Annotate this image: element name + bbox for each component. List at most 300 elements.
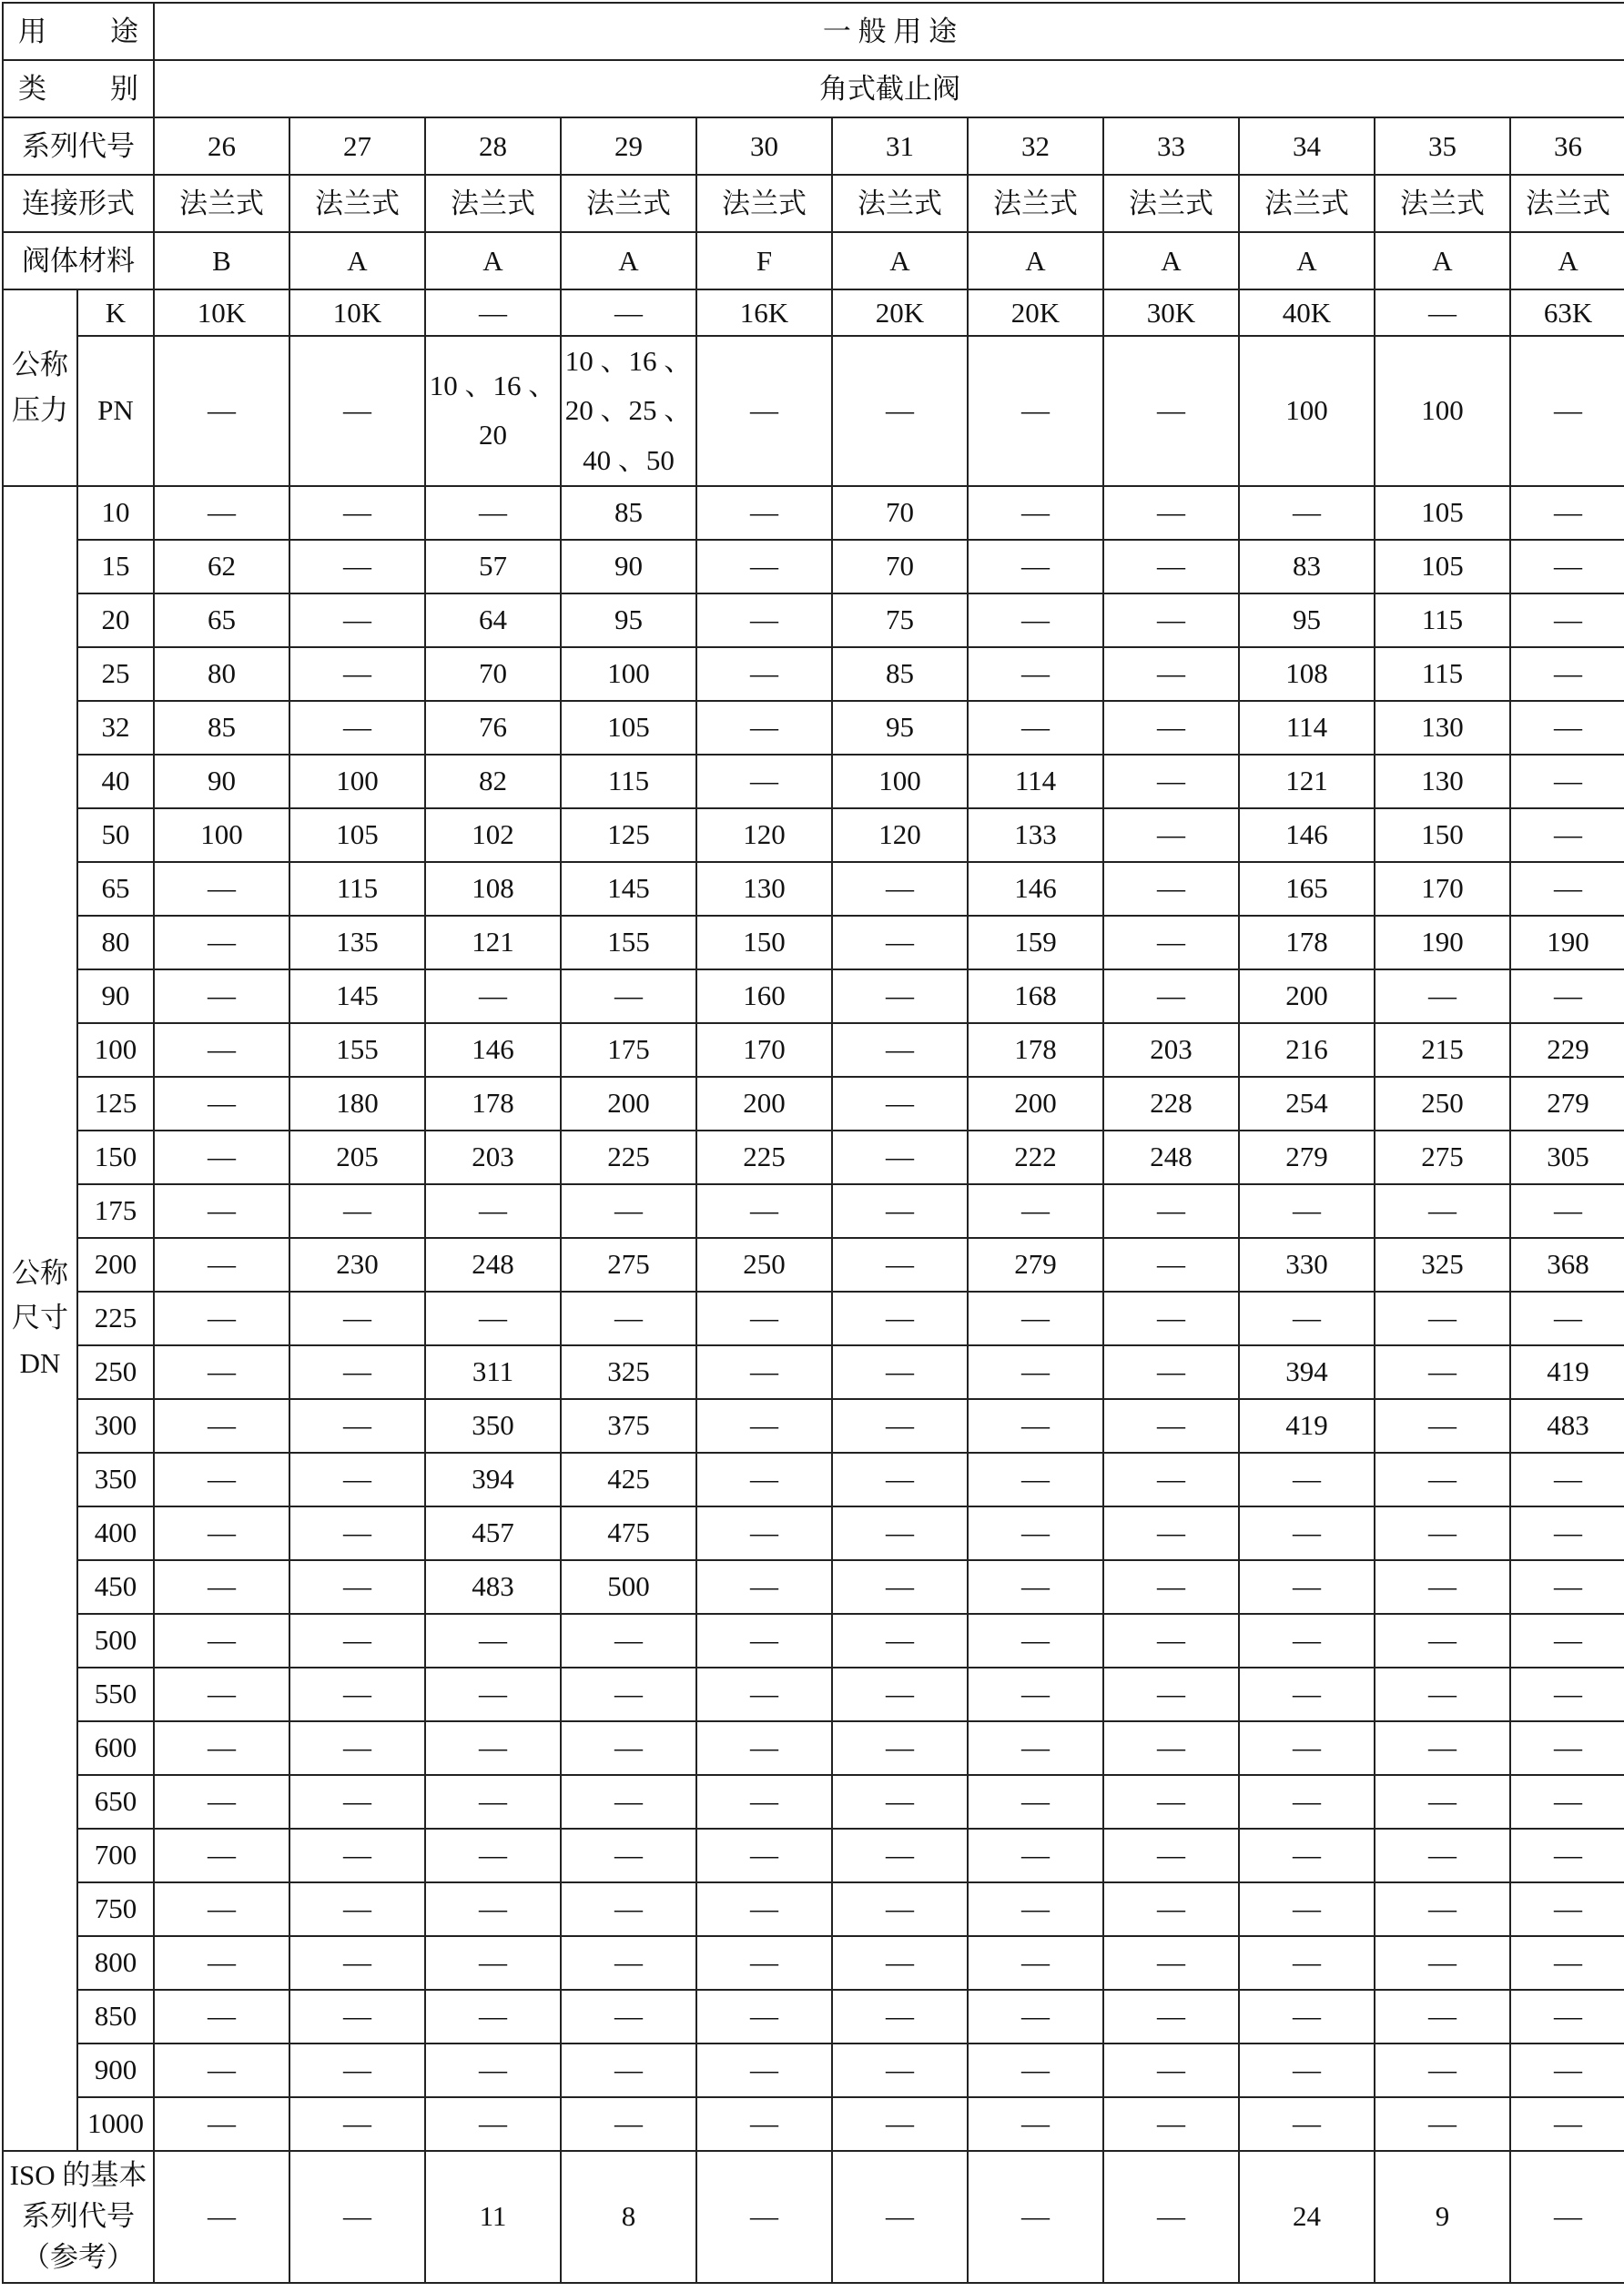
size-value-cell: — <box>696 1453 832 1506</box>
size-value-cell: — <box>154 1184 289 1238</box>
size-value-cell: — <box>289 540 425 593</box>
size-value-cell: 85 <box>154 701 289 755</box>
dn-cell: 350 <box>77 1453 154 1506</box>
size-value-cell: — <box>154 1668 289 1721</box>
size-value-cell: — <box>1375 1721 1510 1775</box>
size-value-cell: 175 <box>561 1023 696 1077</box>
size-value-cell: 80 <box>154 647 289 701</box>
size-value-cell: — <box>696 2097 832 2151</box>
size-value-cell: — <box>832 1184 968 1238</box>
size-value-cell: — <box>289 486 425 540</box>
size-value-cell: — <box>832 1399 968 1453</box>
size-value-cell: 114 <box>1239 701 1375 755</box>
size-value-cell: 75 <box>832 593 968 647</box>
pressure-pn-cell <box>561 336 696 486</box>
size-value-cell: — <box>1103 1614 1239 1668</box>
iso-series-label-line: （参考） <box>22 2240 135 2273</box>
size-value-cell: 425 <box>561 1453 696 1506</box>
size-value-cell: — <box>1375 1399 1510 1453</box>
size-value-cell: — <box>154 2044 289 2097</box>
size-value-cell: 159 <box>968 916 1103 969</box>
pressure-pn-line: 40 、50 <box>583 443 675 476</box>
size-value-cell: 115 <box>289 862 425 916</box>
size-value-cell: — <box>696 1506 832 1560</box>
size-value-cell: 275 <box>1375 1131 1510 1184</box>
size-value-cell: — <box>425 1721 561 1775</box>
size-value-cell: 203 <box>1103 1023 1239 1077</box>
size-value-cell: — <box>425 2044 561 2097</box>
pressure-pn-line: 100 <box>1421 394 1464 427</box>
size-value-cell: — <box>1103 1990 1239 2044</box>
size-value-cell: 146 <box>968 862 1103 916</box>
size-value-cell: 160 <box>696 969 832 1023</box>
size-value-cell: — <box>968 593 1103 647</box>
size-value-cell: — <box>832 1023 968 1077</box>
size-row <box>3 593 1624 647</box>
size-value-cell: — <box>289 647 425 701</box>
size-value-cell: — <box>1239 1829 1375 1882</box>
body-material-cell: A <box>289 232 425 289</box>
dn-cell: 20 <box>77 593 154 647</box>
connection-type-cell: 法兰式 <box>1103 175 1239 232</box>
size-value-cell: — <box>696 1399 832 1453</box>
size-value-cell: — <box>1103 1936 1239 1990</box>
size-value-cell: 95 <box>832 701 968 755</box>
size-value-cell: — <box>1510 969 1624 1023</box>
dn-cell: 125 <box>77 1077 154 1131</box>
size-value-cell: — <box>832 1238 968 1292</box>
series-code-cell: 32 <box>968 117 1103 175</box>
pressure-pn-line: 20 、25 、 <box>564 394 693 427</box>
size-value-cell: — <box>832 2044 968 2097</box>
size-value-cell: — <box>696 1345 832 1399</box>
dn-cell: 32 <box>77 701 154 755</box>
size-value-cell: — <box>832 1453 968 1506</box>
size-value-cell: 228 <box>1103 1077 1239 1131</box>
size-value-cell: — <box>1103 1721 1239 1775</box>
size-value-cell: — <box>832 1721 968 1775</box>
size-value-cell: — <box>968 1506 1103 1560</box>
size-value-cell: — <box>561 1882 696 1936</box>
size-value-cell: — <box>832 862 968 916</box>
size-value-cell: 70 <box>425 647 561 701</box>
body-material-cell: A <box>1239 232 1375 289</box>
size-value-cell: 146 <box>425 1023 561 1077</box>
size-value-cell: — <box>154 1506 289 1560</box>
size-value-cell: — <box>1375 1775 1510 1829</box>
size-value-cell: — <box>1103 1775 1239 1829</box>
size-value-cell: — <box>1510 862 1624 916</box>
usage-value: 一 般 用 途 <box>154 3 1624 60</box>
size-row <box>3 1990 1624 2044</box>
size-value-cell: 180 <box>289 1077 425 1131</box>
size-value-cell: 165 <box>1239 862 1375 916</box>
series-code-label: 系列代号 <box>3 117 154 175</box>
size-row <box>3 1882 1624 1936</box>
iso-series-cell: — <box>289 2151 425 2283</box>
dn-cell: 10 <box>77 486 154 540</box>
size-row <box>3 1453 1624 1506</box>
size-value-cell: — <box>1239 1721 1375 1775</box>
size-value-cell: — <box>1239 1184 1375 1238</box>
size-value-cell: — <box>1103 1238 1239 1292</box>
dn-cell: 750 <box>77 1882 154 1936</box>
size-value-cell: 105 <box>289 808 425 862</box>
size-value-cell: — <box>154 1882 289 1936</box>
size-row <box>3 755 1624 808</box>
series-code-cell: 34 <box>1239 117 1375 175</box>
size-value-cell: — <box>154 1775 289 1829</box>
pressure-k-label: K <box>77 289 154 336</box>
dn-cell: 650 <box>77 1775 154 1829</box>
size-value-cell: 155 <box>289 1023 425 1077</box>
size-value-cell: — <box>1510 1829 1624 1882</box>
size-value-cell: 483 <box>425 1560 561 1614</box>
dn-cell: 600 <box>77 1721 154 1775</box>
size-value-cell: 105 <box>1375 540 1510 593</box>
size-value-cell: 125 <box>561 808 696 862</box>
size-value-cell: — <box>1510 1292 1624 1345</box>
size-value-cell: — <box>289 1614 425 1668</box>
size-value-cell: — <box>1510 701 1624 755</box>
pressure-pn-cell <box>696 336 832 486</box>
size-value-cell: — <box>1103 701 1239 755</box>
size-row <box>3 1345 1624 1399</box>
size-value-cell: — <box>154 1614 289 1668</box>
size-value-cell: — <box>154 969 289 1023</box>
dn-cell: 1000 <box>77 2097 154 2151</box>
size-value-cell: 90 <box>154 755 289 808</box>
iso-series-label-line: 系列代号 <box>22 2199 135 2232</box>
iso-series-cell: — <box>832 2151 968 2283</box>
size-value-cell: — <box>425 1292 561 1345</box>
nominal-size-label <box>3 486 77 2151</box>
dn-cell: 200 <box>77 1238 154 1292</box>
iso-series-cell: 8 <box>561 2151 696 2283</box>
size-value-cell: 500 <box>561 1560 696 1614</box>
size-row <box>3 1775 1624 1829</box>
size-row <box>3 1936 1624 1990</box>
size-value-cell: 394 <box>1239 1345 1375 1399</box>
size-value-cell: — <box>832 1292 968 1345</box>
size-value-cell: — <box>1375 1345 1510 1399</box>
usage-row <box>3 3 1624 60</box>
size-value-cell: 105 <box>561 701 696 755</box>
size-value-cell: — <box>425 969 561 1023</box>
size-value-cell: — <box>1103 1882 1239 1936</box>
size-row <box>3 1238 1624 1292</box>
size-value-cell: 102 <box>425 808 561 862</box>
pressure-pn-cell <box>1510 336 1624 486</box>
size-value-cell: 146 <box>1239 808 1375 862</box>
pressure-pn-cell <box>968 336 1103 486</box>
size-row <box>3 862 1624 916</box>
size-value-cell: 145 <box>561 862 696 916</box>
series-code-cell: 36 <box>1510 117 1624 175</box>
size-value-cell: — <box>832 1560 968 1614</box>
size-value-cell: — <box>832 1936 968 1990</box>
size-value-cell: 216 <box>1239 1023 1375 1077</box>
dn-cell: 50 <box>77 808 154 862</box>
size-value-cell: — <box>289 1560 425 1614</box>
size-value-cell: 64 <box>425 593 561 647</box>
size-value-cell: — <box>696 1184 832 1238</box>
size-value-cell: — <box>1239 1990 1375 2044</box>
size-value-cell: — <box>154 1238 289 1292</box>
size-value-cell: — <box>1375 1292 1510 1345</box>
series-code-cell: 31 <box>832 117 968 175</box>
size-value-cell: — <box>696 1560 832 1614</box>
pressure-pn-line: 20 <box>479 419 507 451</box>
connection-type-cell: 法兰式 <box>425 175 561 232</box>
size-value-cell: — <box>289 1936 425 1990</box>
pressure-pn-line: 10 、16 、 <box>564 345 693 377</box>
size-value-cell: — <box>154 1131 289 1184</box>
size-row <box>3 1614 1624 1668</box>
dn-cell: 65 <box>77 862 154 916</box>
size-value-cell: 200 <box>696 1077 832 1131</box>
size-value-cell: — <box>561 1614 696 1668</box>
size-row <box>3 1668 1624 1721</box>
size-value-cell: — <box>968 1292 1103 1345</box>
size-value-cell: — <box>968 1936 1103 1990</box>
body-material-cell: A <box>1510 232 1624 289</box>
dn-cell: 300 <box>77 1399 154 1453</box>
size-value-cell: — <box>1103 486 1239 540</box>
size-value-cell: 215 <box>1375 1023 1510 1077</box>
size-value-cell: — <box>696 1990 832 2044</box>
size-value-cell: — <box>1510 2044 1624 2097</box>
size-value-cell: — <box>968 1399 1103 1453</box>
size-value-cell: 168 <box>968 969 1103 1023</box>
dn-cell: 15 <box>77 540 154 593</box>
size-value-cell: 121 <box>1239 755 1375 808</box>
dn-cell: 150 <box>77 1131 154 1184</box>
size-value-cell: — <box>1375 1990 1510 2044</box>
size-value-cell: — <box>154 1829 289 1882</box>
dn-cell: 400 <box>77 1506 154 1560</box>
dn-cell: 900 <box>77 2044 154 2097</box>
body-material-cell: A <box>968 232 1103 289</box>
size-row <box>3 916 1624 969</box>
pressure-pn-line: 10 、16 、 <box>429 370 557 402</box>
size-value-cell: — <box>1239 1506 1375 1560</box>
size-value-cell: — <box>832 1668 968 1721</box>
size-value-cell: — <box>1510 755 1624 808</box>
size-value-cell: 115 <box>1375 647 1510 701</box>
size-value-cell: — <box>561 1936 696 1990</box>
size-value-cell: — <box>968 1614 1103 1668</box>
size-value-cell: 115 <box>1375 593 1510 647</box>
size-value-cell: — <box>832 1882 968 1936</box>
size-value-cell: — <box>968 1990 1103 2044</box>
size-value-cell: — <box>154 486 289 540</box>
size-value-cell: — <box>154 1453 289 1506</box>
size-value-cell: — <box>1375 1829 1510 1882</box>
size-value-cell: — <box>832 1829 968 1882</box>
size-value-cell: — <box>1103 2044 1239 2097</box>
size-value-cell: — <box>289 1399 425 1453</box>
series-code-cell: 35 <box>1375 117 1510 175</box>
size-value-cell: — <box>696 647 832 701</box>
size-row <box>3 1560 1624 1614</box>
series-code-cell: 27 <box>289 117 425 175</box>
size-row <box>3 1077 1624 1131</box>
size-value-cell: — <box>968 2097 1103 2151</box>
pressure-pn-cell <box>832 336 968 486</box>
size-value-cell: — <box>561 2044 696 2097</box>
size-value-cell: 115 <box>561 755 696 808</box>
pressure-pn-line: — <box>1021 394 1050 427</box>
size-value-cell: — <box>154 1077 289 1131</box>
size-value-cell: 130 <box>696 862 832 916</box>
size-value-cell: — <box>696 540 832 593</box>
connection-type-label: 连接形式 <box>3 175 154 232</box>
size-value-cell: — <box>289 1721 425 1775</box>
size-value-cell: — <box>1103 916 1239 969</box>
size-value-cell: — <box>1510 1721 1624 1775</box>
pressure-k-cell: — <box>1375 289 1510 336</box>
connection-type-cell: 法兰式 <box>968 175 1103 232</box>
size-value-cell: — <box>425 1990 561 2044</box>
size-value-cell: 279 <box>968 1238 1103 1292</box>
pressure-k-cell: 20K <box>968 289 1103 336</box>
size-value-cell: — <box>289 1184 425 1238</box>
size-value-cell: 83 <box>1239 540 1375 593</box>
size-value-cell: — <box>1510 647 1624 701</box>
size-value-cell: — <box>696 1614 832 1668</box>
dn-cell: 25 <box>77 647 154 701</box>
size-value-cell: — <box>154 1345 289 1399</box>
size-value-cell: — <box>968 1453 1103 1506</box>
size-value-cell: — <box>289 593 425 647</box>
size-value-cell: 170 <box>1375 862 1510 916</box>
connection-type-row <box>3 175 1624 232</box>
dn-cell: 700 <box>77 1829 154 1882</box>
dn-cell: 90 <box>77 969 154 1023</box>
body-material-label: 阀体材料 <box>3 232 154 289</box>
iso-series-label <box>3 2151 154 2283</box>
size-row <box>3 1131 1624 1184</box>
size-value-cell: — <box>1510 1453 1624 1506</box>
pressure-k-row <box>3 289 1624 336</box>
size-value-cell: — <box>1375 2097 1510 2151</box>
size-value-cell: — <box>1510 1775 1624 1829</box>
dn-cell: 80 <box>77 916 154 969</box>
size-value-cell: — <box>832 1131 968 1184</box>
size-value-cell: — <box>1239 2044 1375 2097</box>
size-row <box>3 1506 1624 1560</box>
size-value-cell: — <box>561 1292 696 1345</box>
size-row <box>3 808 1624 862</box>
size-value-cell: — <box>968 1721 1103 1775</box>
size-value-cell: — <box>696 1668 832 1721</box>
dn-cell: 100 <box>77 1023 154 1077</box>
size-value-cell: — <box>696 1775 832 1829</box>
size-value-cell: — <box>1103 540 1239 593</box>
size-row <box>3 1721 1624 1775</box>
size-value-cell: — <box>1103 755 1239 808</box>
size-row <box>3 1184 1624 1238</box>
size-value-cell: — <box>289 2044 425 2097</box>
size-row <box>3 2097 1624 2151</box>
iso-series-cell: — <box>968 2151 1103 2283</box>
size-value-cell: — <box>1103 1184 1239 1238</box>
iso-series-cell: 11 <box>425 2151 561 2283</box>
series-code-row <box>3 117 1624 175</box>
size-value-cell: — <box>1375 1560 1510 1614</box>
pressure-pn-cell <box>154 336 289 486</box>
size-value-cell: — <box>832 1077 968 1131</box>
size-value-cell: 121 <box>425 916 561 969</box>
size-value-cell: 85 <box>832 647 968 701</box>
size-value-cell: — <box>561 969 696 1023</box>
iso-series-cell: — <box>696 2151 832 2283</box>
size-value-cell: 150 <box>1375 808 1510 862</box>
size-value-cell: — <box>832 1614 968 1668</box>
connection-type-cell: 法兰式 <box>832 175 968 232</box>
iso-series-cell: — <box>1103 2151 1239 2283</box>
size-value-cell: — <box>1375 969 1510 1023</box>
pressure-pn-line: — <box>343 394 371 427</box>
body-material-cell: A <box>1375 232 1510 289</box>
size-value-cell: — <box>696 1721 832 1775</box>
size-value-cell: — <box>1103 1399 1239 1453</box>
size-value-cell: — <box>154 1023 289 1077</box>
connection-type-cell: 法兰式 <box>1375 175 1510 232</box>
size-row <box>3 540 1624 593</box>
size-value-cell: 108 <box>425 862 561 916</box>
size-value-cell: 190 <box>1510 916 1624 969</box>
series-code-cell: 33 <box>1103 117 1239 175</box>
dn-cell: 225 <box>77 1292 154 1345</box>
size-value-cell: — <box>154 1936 289 1990</box>
size-value-cell: 100 <box>154 808 289 862</box>
size-value-cell: — <box>1103 1829 1239 1882</box>
size-value-cell: 130 <box>1375 701 1510 755</box>
iso-series-cell: 9 <box>1375 2151 1510 2283</box>
connection-type-cell: 法兰式 <box>561 175 696 232</box>
size-value-cell: — <box>1510 540 1624 593</box>
size-value-cell: — <box>561 2097 696 2151</box>
size-value-cell: — <box>1103 593 1239 647</box>
size-value-cell: 120 <box>696 808 832 862</box>
size-value-cell: 200 <box>561 1077 696 1131</box>
size-value-cell: — <box>561 1990 696 2044</box>
size-value-cell: — <box>696 755 832 808</box>
size-value-cell: — <box>832 1506 968 1560</box>
size-value-cell: 248 <box>425 1238 561 1292</box>
size-value-cell: — <box>561 1829 696 1882</box>
size-row <box>3 1829 1624 1882</box>
size-value-cell: — <box>1239 2097 1375 2151</box>
size-value-cell: 150 <box>696 916 832 969</box>
size-value-cell: 95 <box>1239 593 1375 647</box>
size-value-cell: — <box>289 2097 425 2151</box>
size-value-cell: — <box>1239 1614 1375 1668</box>
size-value-cell: — <box>289 1882 425 1936</box>
series-code-cell: 29 <box>561 117 696 175</box>
pressure-k-cell: 40K <box>1239 289 1375 336</box>
size-value-cell: — <box>696 593 832 647</box>
size-value-cell: 203 <box>425 1131 561 1184</box>
pressure-pn-row <box>3 336 1624 486</box>
size-value-cell: — <box>1239 1936 1375 1990</box>
size-value-cell: — <box>1510 1668 1624 1721</box>
dn-cell: 250 <box>77 1345 154 1399</box>
series-code-cell: 28 <box>425 117 561 175</box>
size-row <box>3 647 1624 701</box>
